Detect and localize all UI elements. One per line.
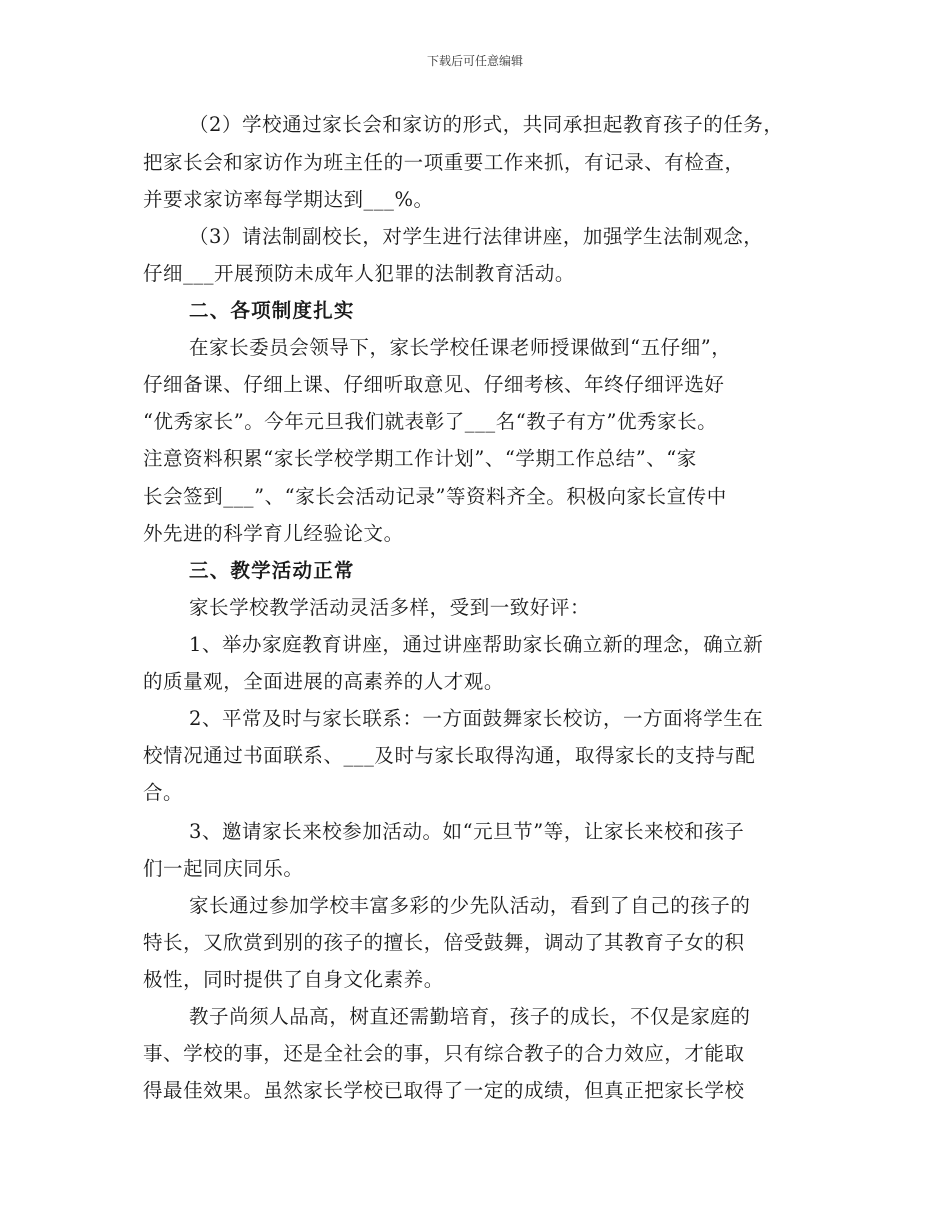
paragraph-line: 长会签到___”、“家长会活动记录”等资料齐全。积极向家长宣传中 — [143, 485, 727, 508]
paragraph-line: 家长通过参加学校丰富多彩的少先队活动，看到了自己的孩子的 — [189, 894, 751, 917]
page-header-note: 下载后可任意编辑 — [426, 54, 523, 68]
section-heading: 三、教学活动正常 — [189, 559, 355, 582]
section-heading: 二、各项制度扎实 — [189, 299, 355, 322]
paragraph-line: “优秀家长”。今年元旦我们就表彰了___名“教子有方”优秀家长。 — [143, 410, 718, 433]
paragraph-line: 事、学校的事，还是全社会的事，只有综合教子的合力效应，才能取 — [143, 1042, 745, 1065]
paragraph-line: 教子尚须人品高，树直还需勤培育，孩子的成长，不仅是家庭的 — [189, 1005, 751, 1028]
paragraph-line: 极性，同时提供了自身文化素养。 — [143, 968, 444, 991]
paragraph-line: 外先进的科学育儿经验论文。 — [143, 522, 404, 545]
paragraph-line: 仔细___开展预防未成年人犯罪的法制教育活动。 — [143, 262, 575, 285]
paragraph-line: 校情况通过书面联系、___及时与家长取得沟通，取得家长的支持与配 — [143, 744, 756, 767]
paragraph-line: 注意资料积累“家长学校学期工作计划”、“学期工作总结”、“家 — [143, 447, 697, 470]
paragraph-line: 1、举办家庭教育讲座，通过讲座帮助家长确立新的理念，确立新 — [189, 633, 764, 656]
paragraph-line: 的质量观，全面进展的高素养的人才观。 — [143, 670, 504, 693]
paragraph-line: 并要求家访率每学期达到___%。 — [143, 188, 434, 211]
paragraph-line: （3）请法制副校长，对学生进行法律讲座，加强学生法制观念， — [189, 225, 764, 248]
paragraph-line: 把家长会和家访作为班主任的一项重要工作来抓，有记录、有检查， — [143, 151, 745, 174]
paragraph-line: 仔细备课、仔细上课、仔细听取意见、仔细考核、年终仔细评选好 — [143, 373, 725, 396]
paragraph-line: （2）学校通过家长会和家访的形式，共同承担起教育孩子的任务， — [189, 113, 784, 136]
paragraph-line: 合。 — [143, 781, 184, 804]
paragraph-line: 2、平常及时与家长联系：一方面鼓舞家长校访，一方面将学生在 — [189, 707, 764, 730]
paragraph-line: 们一起同庆同乐。 — [143, 857, 304, 880]
paragraph-line: 家长学校教学活动灵活多样，受到一致好评： — [189, 596, 591, 619]
paragraph-line: 3、邀请家长来校参加活动。如“元旦节”等，让家长来校和孩子 — [189, 820, 745, 843]
paragraph-line: 特长，又欣赏到别的孩子的擅长，倍受鼓舞，调动了其教育子女的积 — [143, 931, 745, 954]
paragraph-line: 得最佳效果。虽然家长学校已取得了一定的成绩，但真正把家长学校 — [143, 1079, 745, 1102]
paragraph-line: 在家长委员会领导下，家长学校任课老师授课做到“五仔细”， — [189, 336, 732, 359]
